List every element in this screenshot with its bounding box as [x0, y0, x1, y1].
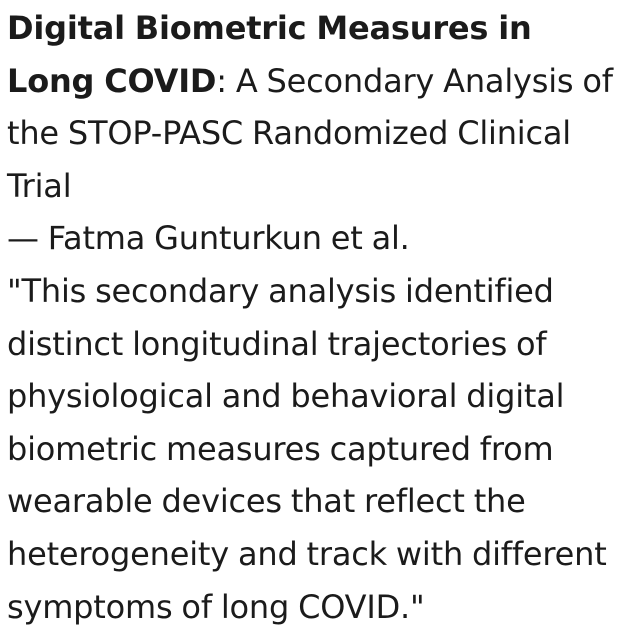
article-authors: — Fatma Gunturkun et al.	[7, 219, 410, 258]
article-title-bold: Digital Biometric Measures in Long COVID	[7, 9, 532, 100]
article-heading	[7, 2, 626, 212]
article-quote: "This secondary analysis identified distinct longitudinal trajectories of physiological and behavioral digital biometric measures captured from wearable devices that reflect the heterogeneity and track with different symptoms of long COVID."	[7, 271, 607, 626]
article-title-rest: : A Secondary Analysis of the STOP-PASC Randomized Clinical Trial	[7, 61, 613, 205]
